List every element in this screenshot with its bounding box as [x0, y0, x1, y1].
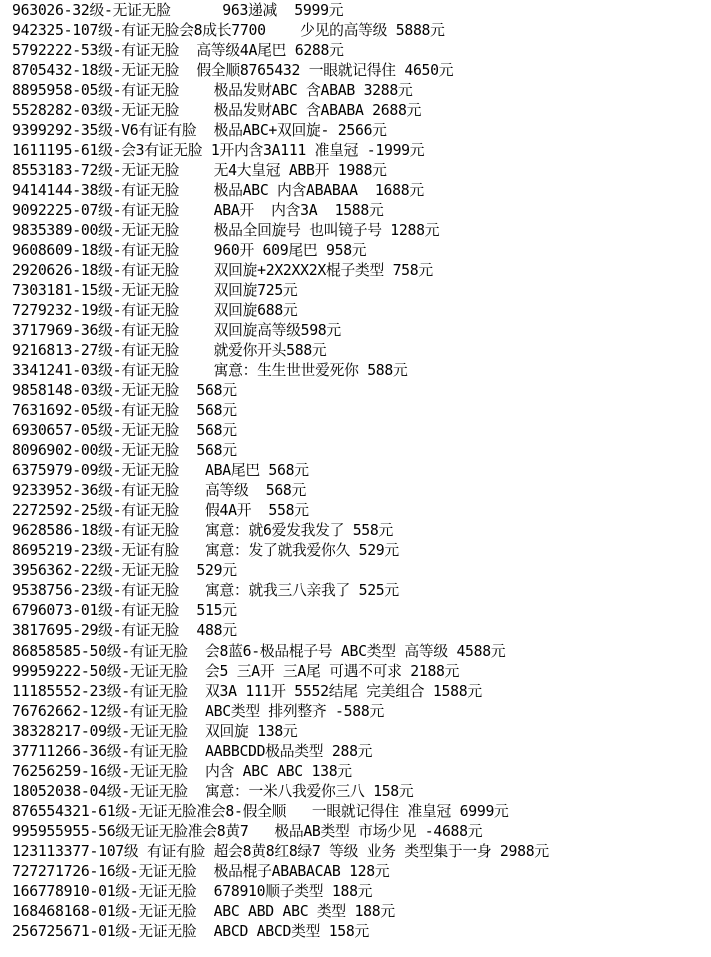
- listing-line: 2272592-25级-有证无脸 假4A开 558元: [12, 502, 309, 520]
- listing-line: 37711266-36级-有证无脸 AABBCDD极品类型 288元: [12, 742, 373, 760]
- listing-line: 123113377-107级 有证有脸 超会8黄8红8绿7 等级 业务 类型集于一身 2988元: [12, 842, 549, 860]
- listing-line: 6930657-05级-无证无脸 568元: [12, 422, 237, 440]
- listing-line: 3817695-29级-有证无脸 488元: [12, 622, 237, 640]
- listing-line: 7279232-19级-有证无脸 双回旋688元: [12, 302, 298, 320]
- listing-line: 876554321-61级-无证无脸准会8-假全顺 一眼就记得住 准皇冠 6999元: [12, 802, 509, 820]
- listing-line: 9233952-36级-有证无脸 高等级 568元: [12, 482, 307, 500]
- listing-line: 38328217-09级-无证无脸 双回旋 138元: [12, 722, 298, 740]
- listing-line: 3341241-03级-有证无脸 寓意：生生世世爱死你 588元: [12, 362, 408, 380]
- listing-line: 9216813-27级-有证无脸 就爱你开头588元: [12, 342, 327, 360]
- listing-line: 11185552-23级-有证无脸 双3A 111开 5552结尾 完美组合 1588元: [12, 682, 482, 700]
- listing-line: 9538756-23级-有证无脸 寓意：就我三八亲我了 525元: [12, 582, 399, 600]
- listing-line: 8895958-05级-有证无脸 极品发财ABC 含ABAB 3288元: [12, 82, 413, 100]
- listing-line: 5792222-53级-有证无脸 高等级4A尾巴 6288元: [12, 42, 344, 60]
- listing-line: 3956362-22级-无证无脸 529元: [12, 562, 237, 580]
- listing-line: 99959222-50级-无证无脸 会5 三A开 三A尾 可遇不可求 2188元: [12, 662, 460, 680]
- listing-line: 9608609-18级-有证无脸 960开 609尾巴 958元: [12, 242, 367, 260]
- listing-line: 9858148-03级-无证无脸 568元: [12, 382, 237, 400]
- listing-line: 9414144-38级-有证无脸 极品ABC 内含ABABAA 1688元: [12, 182, 424, 200]
- listing-line: 8705432-18级-无证无脸 假全顺8765432 一眼就记得住 4650元: [12, 62, 454, 80]
- listing-line: 166778910-01级-无证无脸 678910顺子类型 188元: [12, 882, 373, 900]
- listing-line: 727271726-16级-无证无脸 极品棍子ABABACAB 128元: [12, 862, 390, 880]
- listing-line: 7631692-05级-有证无脸 568元: [12, 402, 237, 420]
- listing-line: 963026-32级-无证无脸 963递减 5999元: [12, 2, 344, 19]
- listing-line: 3717969-36级-有证无脸 双回旋高等级598元: [12, 322, 341, 340]
- listing-line: 76762662-12级-有证无脸 ABC类型 排列整齐 -588元: [12, 702, 384, 720]
- listing-line: 8096902-00级-无证无脸 568元: [12, 442, 237, 460]
- listing-line: 9399292-35级-V6有证有脸 极品ABC+双回旋- 2566元: [12, 122, 387, 140]
- listing-line: 168468168-01级-无证无脸 ABC ABD ABC 类型 188元: [12, 902, 395, 920]
- listing-line: 76256259-16级-无证无脸 内含 ABC ABC 138元: [12, 762, 352, 780]
- listing-line: 8553183-72级-无证无脸 无4大皇冠 ABB开 1988元: [12, 162, 387, 180]
- listing-line: 6796073-01级-有证无脸 515元: [12, 602, 237, 620]
- listing-line: 2920626-18级-有证无脸 双回旋+2X2XX2X棍子类型 758元: [12, 262, 433, 280]
- listing-line: 9628586-18级-有证无脸 寓意：就6爱发我发了 558元: [12, 522, 394, 540]
- listing-line: 256725671-01级-无证无脸 ABCD ABCD类型 158元: [12, 922, 370, 940]
- listing-line: 1611195-61级-会3有证无脸 1开内含3A111 准皇冠 -1999元: [12, 142, 425, 160]
- listing-line: 942325-107级-有证无脸会8成长7700 少见的高等级 5888元: [12, 22, 445, 40]
- listing-line: 995955955-56级无证无脸准会8黄7 极品AB类型 市场少见 -4688元: [12, 822, 483, 840]
- listing-line: 18052038-04级-无证无脸 寓意：一米八我爱你三八 158元: [12, 782, 414, 800]
- listing-line: 8695219-23级-无证有脸 寓意：发了就我爱你久 529元: [12, 542, 399, 560]
- listing-line: 7303181-15级-无证无脸 双回旋725元: [12, 282, 298, 300]
- listing-line: 5528282-03级-无证无脸 极品发财ABC 含ABABA 2688元: [12, 102, 422, 120]
- listing-line: 9092225-07级-有证无脸 ABA开 内含3A 1588元: [12, 202, 384, 220]
- listing-line: 9835389-00级-无证无脸 极品全回旋号 也叫镜子号 1288元: [12, 222, 440, 240]
- listing-line: 6375979-09级-无证无脸 ABA尾巴 568元: [12, 462, 309, 480]
- listing-line: 86858585-50级-有证无脸 会8蓝6-极品棍子号 ABC类型 高等级 4588元: [12, 642, 506, 660]
- number-listing: [12, 1, 707, 942]
